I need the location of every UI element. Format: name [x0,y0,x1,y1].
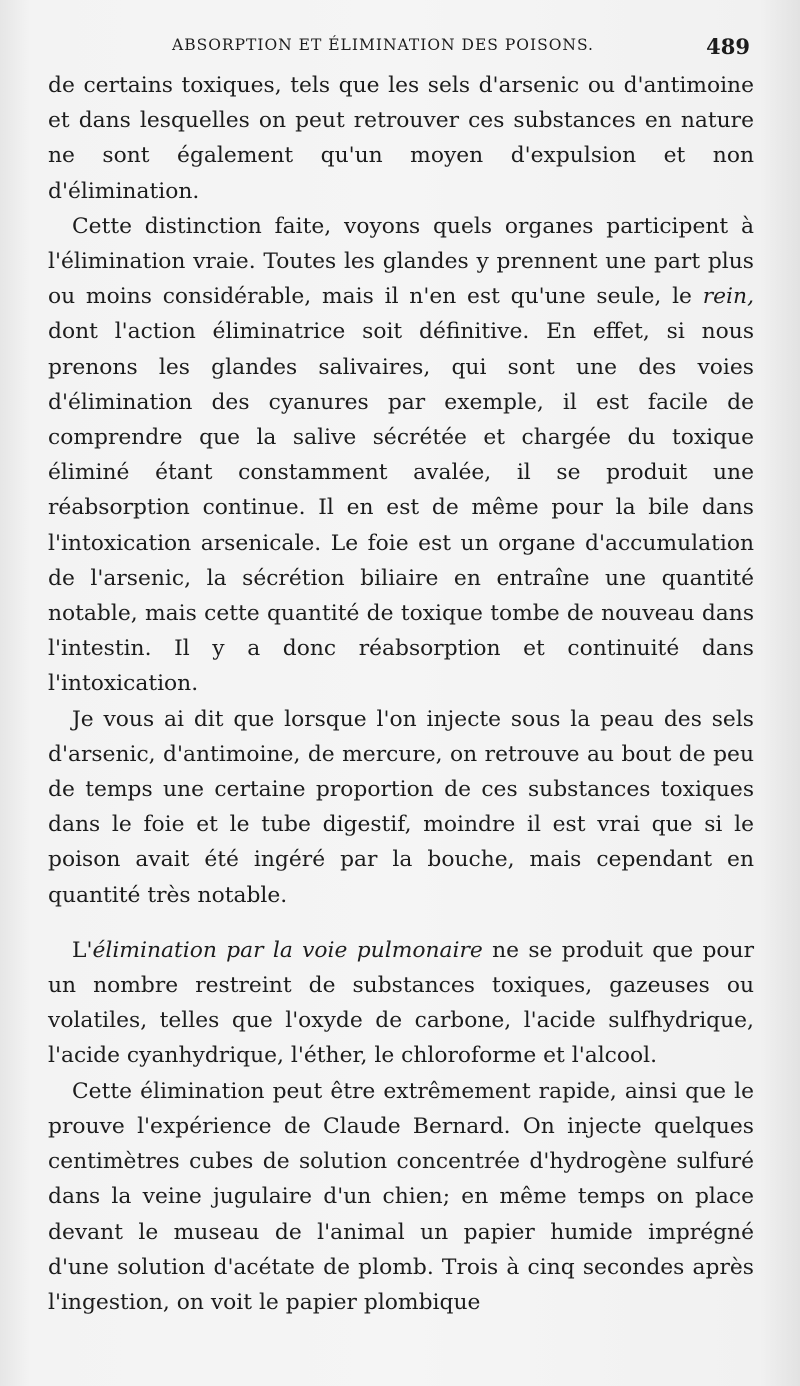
paragraph-pulmonary-elimination [48,933,754,1074]
paragraph-text: L' [72,937,93,963]
running-head [0,36,800,60]
italic-term: élimination par la voie pulmonaire [92,937,483,963]
paragraph-continuation: de certains toxiques, tels que les sels d'arsenic ou d'antimoine et dans lesquelles on peut retrouver ces substances en nature ne sont également qu'un moyen d'expulsion et non d'élimination. [48,73,754,204]
paragraph-text: ne se produit que pour un nombre restreint de substances toxiques, gazeuses ou volatiles, telles que l'oxyde de carbone, l'acide sulfhydrique, l'acide cyanhydrique, l'éther, le chloroforme et l'alcool. [48,937,754,1069]
paragraph-text: dont l'action éliminatrice soit définitive. En effet, si nous prenons les glandes salivaires, qui sont une des voies d'élimination des cyanures par exemple, il est facile de comprendre que la salive sécrétée et chargée du toxique éliminé étant constamment avalée, il se produit une réabsorption continue. Il en est de même pour la bile dans l'intoxication arsenicale. Le foie est un organe d'accumulation de l'arsenic, la sécrétion biliaire en entraîne une quantité notable, mais cette quantité de toxique tombe de nouveau dans l'intestin. Il y a donc réabsorption et continuité dans l'intoxication. [48,319,754,697]
running-title: ABSORPTION ET ÉLIMINATION DES POISONS. [172,36,594,54]
paragraph-text: Cette distinction faite, voyons quels organes participent à l'élimination vraie. Toutes les glandes y prennent une part plus ou moins considérable, mais il n'en est qu'une seule, le [48,213,754,310]
paragraph-claude-bernard-experiment: Cette élimination peut être extrêmement rapide, ainsi que le prouve l'expérience de Claude Bernard. On injecte quelques centimètres cubes de solution concentrée d'hydrogène sulfuré dans la veine jugulaire d'un chien; en même temps on place devant le museau de l'animal un papier humide imprégné d'une solution d'acétate de plomb. Trois à cinq secondes après l'ingestion, on voit le papier plombique [48,1078,754,1315]
page-number: 489 [706,34,750,59]
body-text [48,68,754,1320]
italic-term: rein, [702,284,754,310]
paragraph-elimination-organs [48,209,754,702]
paragraph-subcutaneous-injection: Je vous ai dit que lorsque l'on injecte sous la peau des sels d'arsenic, d'antimoine, de mercure, on retrouve au bout de peu de temps une certaine proportion de ces substances toxiques dans le foie et le tube digestif, moindre il est vrai que si le poison avait été ingéré par la bouche, mais cependant en quantité très notable. [48,706,754,908]
